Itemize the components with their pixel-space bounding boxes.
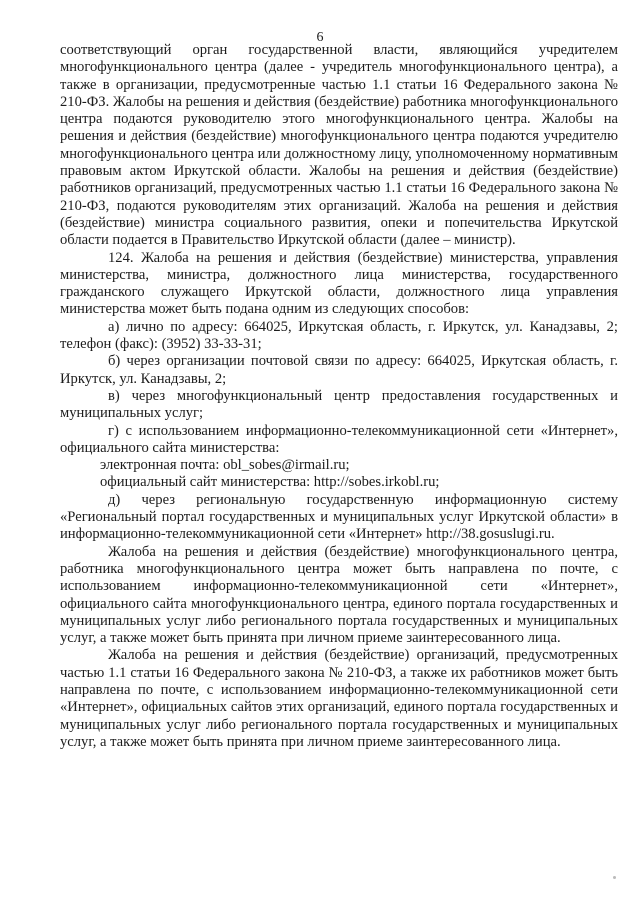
paragraph-mfc-complaint: Жалоба на решения и действия (бездействие) многофункционального центра, работника многофункционального центра может быть направлена по почте, с использованием информационно-телекоммуникационной сети «Интернет», официального сайта многофункционального центра, единого портала государственных и муниципальных услуг либо регионального портала государственных и муниципальных услуг, а также может быть принята при личном приеме заинтересованного лица. [60,543,618,647]
paragraph-organizations-complaint: Жалоба на решения и действия (бездействие) организаций, предусмотренных частью 1.1 статьи 16 Федерального закона № 210-ФЗ, а также их работников может быть направлена по почте, с использованием информационно-телекоммуникационной сети «Интернет», официальных сайтов этих организаций, единого портала государственных и муниципальных услуг либо регионального портала государственных и муниципальных услуг, а также может быть принята при личном приеме заинтересованного лица. [60,647,618,750]
list-item-a: а) лично по адресу: 664025, Иркутская область, г. Иркутск, ул. Канадзавы, 2; телефон (факс): (3952) 33-33-31; [60,318,618,353]
website-line: официальный сайт министерства: http://sobes.irkobl.ru; [100,474,440,491]
scan-dot [613,876,616,879]
paragraph-124: 124. Жалоба на решения и действия (бездействие) министерства, управления министерства, министра, должностного лица министерства, государственного гражданского служащего Иркутской области, должностного лица управления министерства может быть подана одним из следующих способов: [60,249,618,318]
page-number: 6 [316,30,324,45]
email-line: электронная почта: obl_sobes@irmail.ru; [100,457,350,474]
document-body [60,42,618,751]
list-item-d: д) через региональную государственную информационную систему «Региональный портал государственных и муниципальных услуг Иркутской области» в информационно-телекоммуникационной сети «Интернет» http://38.gosuslugi.ru. [60,491,618,543]
list-item-g: г) с использованием информационно-телекоммуникационной сети «Интернет», официального сайта министерства: [60,422,618,456]
list-item-v: в) через многофункциональный центр предоставления государственных и муниципальных услуг; [60,387,618,422]
list-item-b: б) через организации почтовой связи по адресу: 664025, Иркутская область, г. Иркутск, ул. Канадзавы, 2; [60,353,618,387]
paragraph-continuation: соответствующий орган государственной власти, являющийся учредителем многофункционального центра (далее - учредитель многофункционального центра), а также в организации, предусмотренные частью 1.1 статьи 16 Федерального закона № 210-ФЗ. Жалобы на решения и действия (бездействие) работника многофункционального центра подаются руководителю этого многофункционального центра. Жалобы на решения и действия (бездействие) многофункционального центра подаются учредителю многофункционального центра или должностному лицу, уполномоченному нормативным правовым актом Иркутской области. Жалобы на решения и действия (бездействие) работников организаций, предусмотренных частью 1.1 статьи 16 Федерального закона № 210-ФЗ, подаются руководителям этих организаций. Жалоба на решения и действия (бездействие) министра социального развития, опеки и попечительства Иркутской области подается в Правительство Иркутской области (далее – министр). [60,42,618,249]
